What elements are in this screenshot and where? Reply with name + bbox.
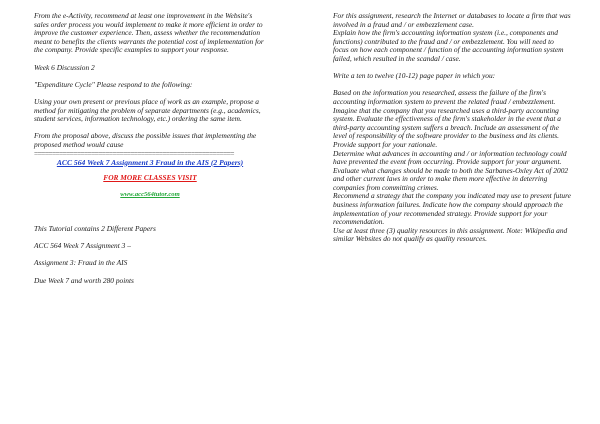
paragraph-imagine: Imagine that the company that you researched uses a third-party accounting system. Evaluate the effectiveness of the firm's stakeholder in the event that a third-party accounting system suffers a breach. Include an assessment of the level of responsibility of the software provider to the business and its clients. Provide support for your rationale. bbox=[333, 105, 561, 149]
separator-rule: ======================================================== bbox=[34, 149, 234, 157]
right-column bbox=[333, 12, 571, 244]
assignment-title: Assignment 3: Fraud in the AIS bbox=[34, 258, 128, 268]
discussion-prompt: "Expenditure Cycle" Please respond to the following: bbox=[34, 79, 193, 89]
due-line: Due Week 7 and worth 280 points bbox=[34, 275, 134, 285]
left-column bbox=[34, 12, 266, 285]
paragraph-research: For this assignment, research the Internet or databases to locate a firm that was involved in a fraud and / or embezzlement case. bbox=[333, 11, 571, 29]
website-link[interactable]: www.acc564tutor.com bbox=[120, 190, 180, 198]
paragraph-evaluate: Evaluate what changes should be made to both the Sarbanes-Oxley Act of 2002 and other current laws in order to make them more effective in deterring companies from committing crimes. bbox=[333, 165, 569, 192]
paragraph-recommend: Recommend a strategy that the company you indicated may use to present future business information failures. Indicate how the company should approach the implementation of your recommended strategy. Provide support for your recommendation. bbox=[333, 191, 571, 227]
discussion-question-1: Using your own present or previous place of work as an example, propose a method for mitigating the problem of separate departments (e.g., academics, student services, information technology, etc.) ordering the same item. bbox=[34, 96, 261, 124]
discussion-heading: Week 6 Discussion 2 bbox=[34, 62, 95, 72]
paragraph-determine: Determine what advances in accounting and / or information technology could have prevented the event from occurring. Provide support for your argument. bbox=[333, 148, 567, 167]
paragraph-write: Write a ten to twelve (10-12) page paper in which you: bbox=[333, 71, 496, 81]
tutorial-note: This Tutorial contains 2 Different Papers bbox=[34, 224, 156, 234]
assignment-line: ACC 564 Week 7 Assignment 3 – bbox=[34, 241, 131, 251]
assignment-link[interactable]: ACC 564 Week 7 Assignment 3 Fraud in the AIS (2 Papers) bbox=[56, 157, 244, 167]
paragraph-explain: Explain how the firm's accounting information system (i.e., components and functions) contributed to the fraud and / or embezzlement. You will need to focus on how each component / function of the accounting information system failed, which resulted in the scandal / case. bbox=[333, 28, 564, 63]
discussion-question-2: From the proposal above, discuss the possible issues that implementing the proposed method would cause bbox=[34, 131, 257, 149]
paragraph-resources: Use at least three (3) quality resources in this assignment. Note: Wikipedia and similar Websites do not qualify as quality resources. bbox=[333, 225, 568, 244]
more-classes-banner: FOR MORE CLASSES VISIT bbox=[103, 173, 197, 183]
paragraph-assess: Based on the information you researched, assess the failure of the firm's accounting information system to prevent the related fraud / embezzlement. bbox=[333, 88, 556, 106]
intro-paragraph: From the e-Activity, recommend at least one improvement in the Website's sales order process you would implement to make it more efficient in order to improve the customer experience. Then, assess whether the recommendation meant to benefits the clients warrants the potential cost of implementation for the company. Provide specific examples to support your response. bbox=[34, 11, 264, 55]
